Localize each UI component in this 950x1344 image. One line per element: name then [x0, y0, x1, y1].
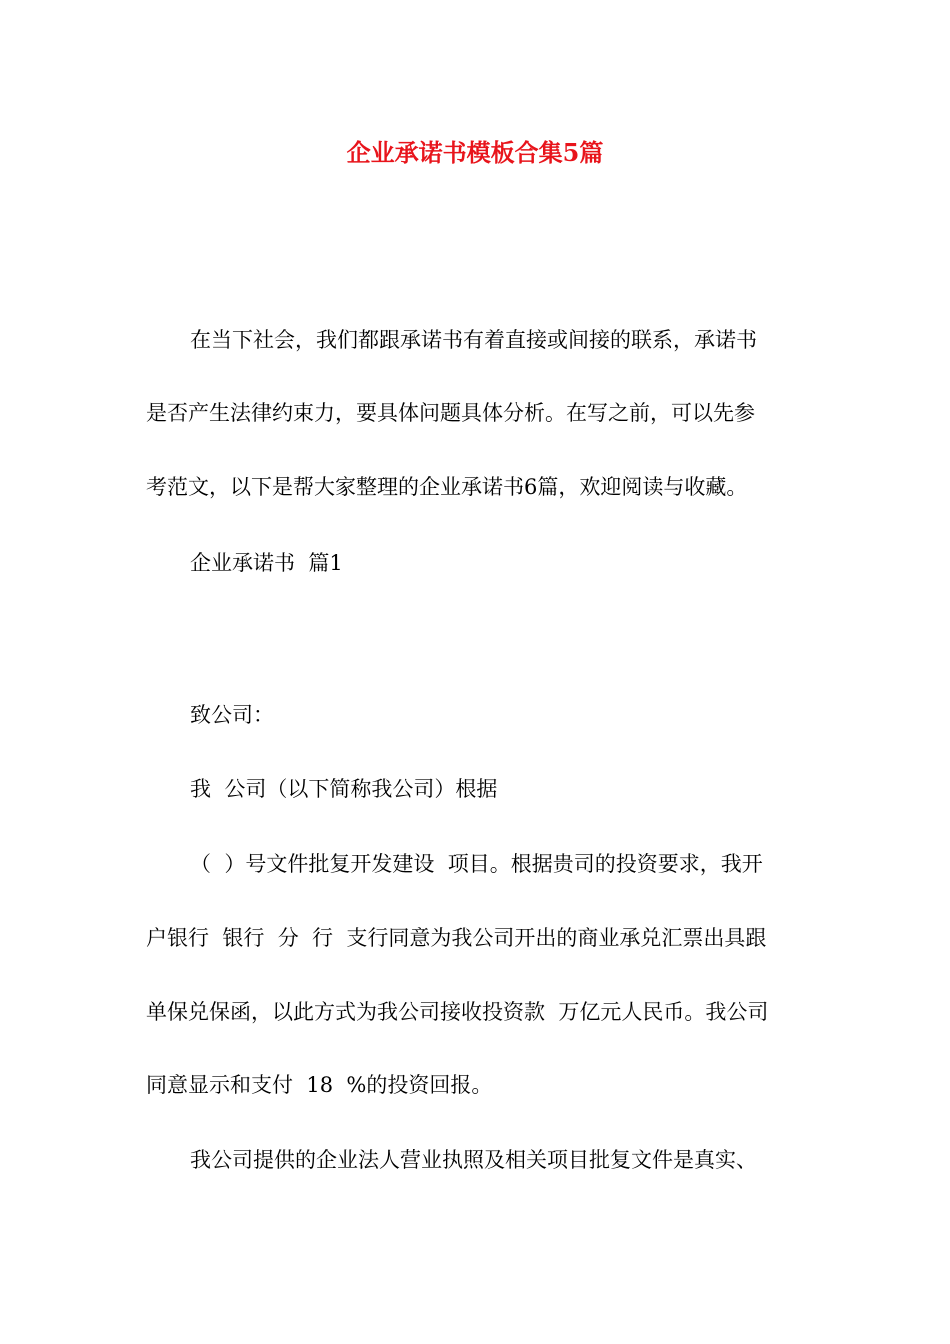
paragraph-line: 单保兑保函，以此方式为我公司接收投资款 万亿元人民币。我公司 [146, 1000, 769, 1024]
section-heading: 企业承诺书 篇1 [190, 551, 343, 575]
paragraph-line: （ ）号文件批复开发建设 项目。根据贵司的投资要求，我开 [190, 852, 763, 876]
paragraph-line: 我公司提供的企业法人营业执照及相关项目批复文件是真实、 [190, 1148, 757, 1172]
document-title: 企业承诺书模板合集5篇 [346, 138, 604, 167]
paragraph-line: 同意显示和支付 18 %的投资回报。 [146, 1073, 493, 1097]
paragraph-line: 考范文，以下是帮大家整理的企业承诺书6篇，欢迎阅读与收藏。 [146, 475, 748, 499]
paragraph-line: 是否产生法律约束力，要具体问题具体分析。在写之前，可以先参 [146, 401, 755, 425]
salutation: 致公司： [190, 703, 274, 727]
paragraph-line: 我 公司（以下简称我公司）根据 [190, 777, 498, 801]
paragraph-line: 在当下社会，我们都跟承诺书有着直接或间接的联系，承诺书 [190, 328, 757, 352]
paragraph-line: 户银行 银行 分 行 支行同意为我公司开出的商业承兑汇票出具跟 [146, 926, 767, 950]
